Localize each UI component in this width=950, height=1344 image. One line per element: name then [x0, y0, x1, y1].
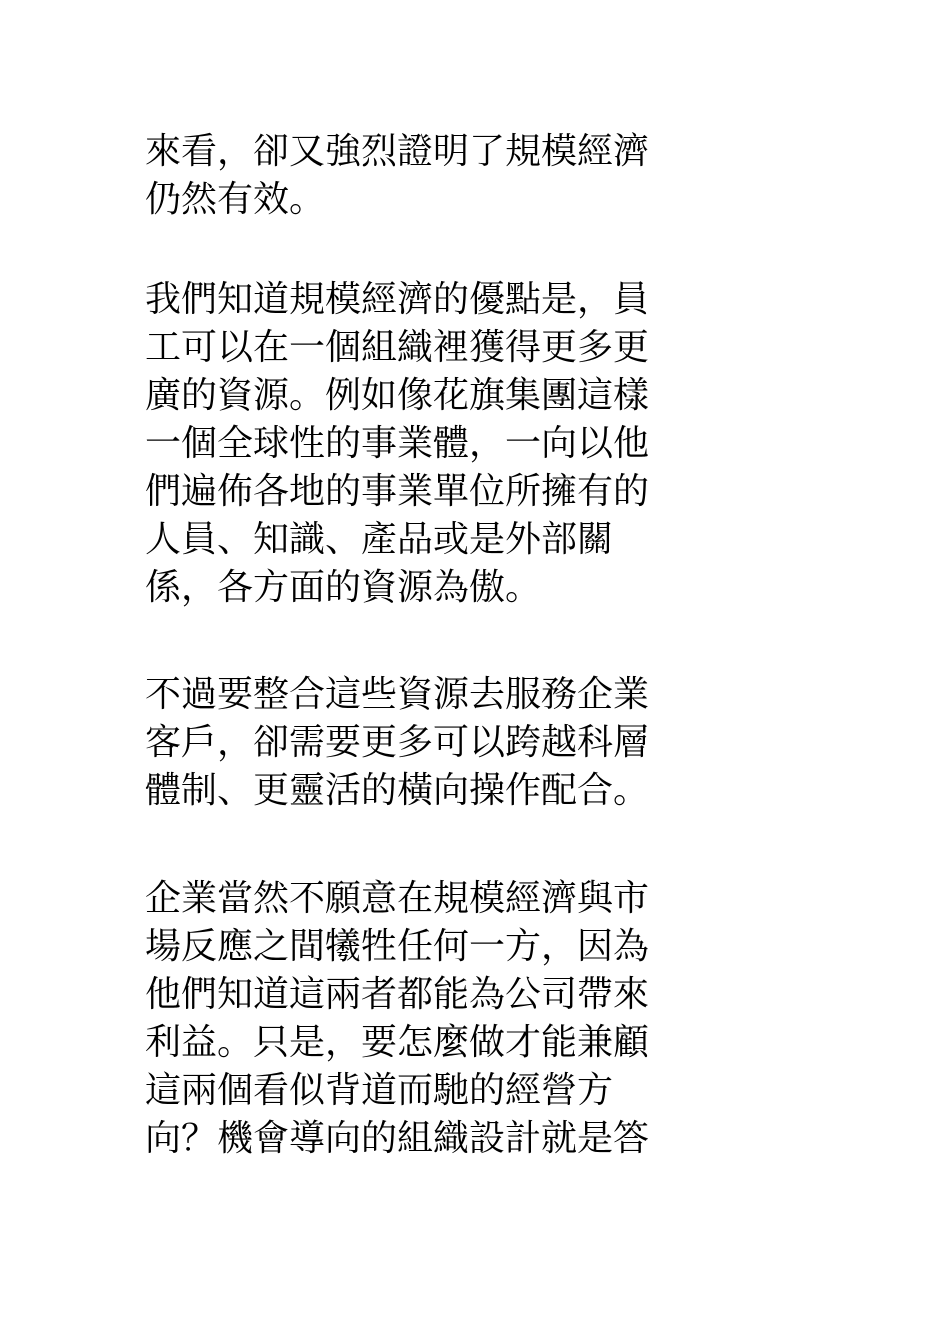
- text-line: 他們知道這兩者都能為公司帶來: [145, 974, 650, 1015]
- text-line: 客戶，卻需要更多可以跨越科層: [145, 722, 650, 763]
- text-line: 利益。只是，要怎麼做才能兼顧: [145, 1022, 650, 1063]
- text-line: 這兩個看似背道而馳的經營方: [145, 1070, 614, 1111]
- paragraph-4: [145, 875, 705, 1163]
- text-line: 場反應之間犧牲任何一方，因為: [145, 926, 650, 967]
- paragraph-3: [145, 671, 705, 815]
- text-line: 企業當然不願意在規模經濟與市: [145, 878, 650, 919]
- text-line: 不過要整合這些資源去服務企業: [145, 674, 650, 715]
- paragraph-1: [145, 128, 705, 224]
- paragraph-2: [145, 276, 705, 612]
- text-line: 人員、知識、產品或是外部關: [145, 519, 614, 560]
- text-line: 仍然有效。: [145, 179, 326, 220]
- text-line: 來看，卻又強烈證明了規模經濟: [145, 131, 650, 172]
- text-line: 向？機會導向的組織設計就是答: [145, 1118, 650, 1159]
- text-line: 係，各方面的資源為傲。: [145, 567, 542, 608]
- text-line: 們遍佈各地的事業單位所擁有的: [145, 471, 650, 512]
- text-line: 廣的資源。例如像花旗集團這樣: [145, 375, 650, 416]
- text-line: 體制、更靈活的橫向操作配合。: [145, 770, 650, 811]
- text-line: 一個全球性的事業體，一向以他: [145, 423, 650, 464]
- text-line: 我們知道規模經濟的優點是，員: [145, 279, 650, 320]
- text-line: 工可以在一個組織裡獲得更多更: [145, 327, 650, 368]
